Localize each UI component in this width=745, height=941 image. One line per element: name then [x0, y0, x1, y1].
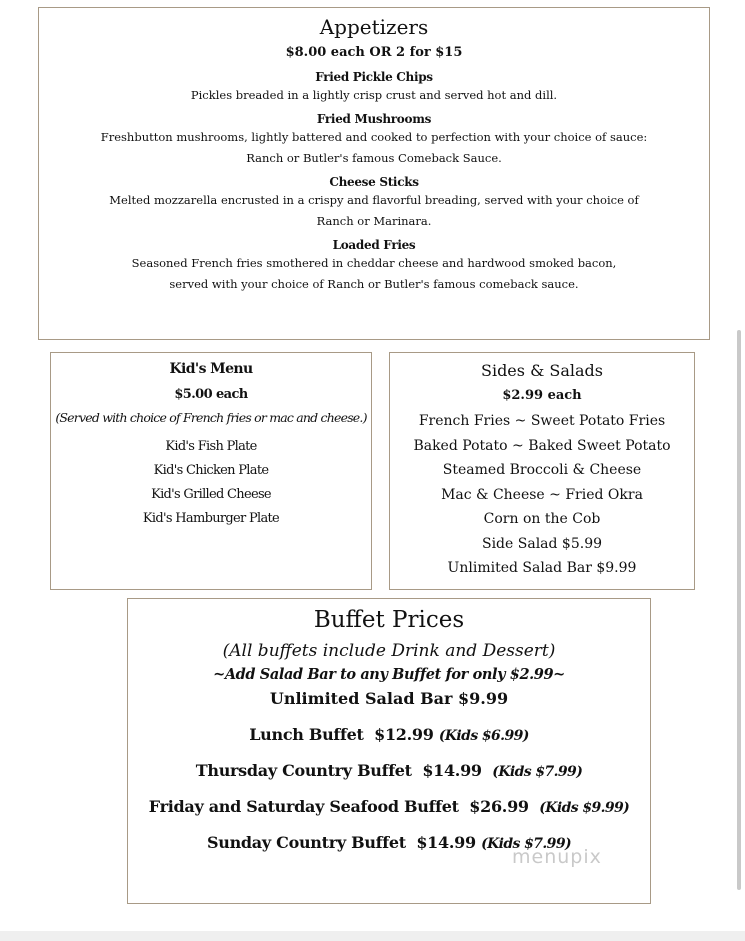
- buffet-name: Sunday Country Buffet: [207, 833, 406, 852]
- list-item: Kid's Hamburger Plate: [142, 511, 280, 526]
- buffet-title: Buffet Prices: [313, 607, 465, 633]
- list-item: Corn on the Cob: [483, 511, 601, 527]
- buffet-kids-price: (Kids $6.99): [438, 728, 529, 744]
- list-item: Unlimited Salad Bar $9.99: [447, 560, 637, 576]
- sides-salads-section: [389, 352, 695, 590]
- appetizer-desc: Melted mozzarella encrusted in a crispy and flavorful breading, served with your choice of: [109, 193, 639, 207]
- appetizer-name: Fried Pickle Chips: [315, 70, 433, 84]
- buffet-price: $26.99: [469, 797, 529, 816]
- vertical-scrollbar[interactable]: [737, 330, 741, 890]
- appetizer-desc: Ranch or Butler's famous Comeback Sauce.: [246, 151, 502, 165]
- list-item: Mac & Cheese ~ Fried Okra: [441, 486, 643, 503]
- appetizer-desc: served with your choice of Ranch or Butler's famous comeback sauce.: [169, 277, 579, 291]
- buffet-price: $12.99: [374, 725, 434, 744]
- sides-list: [390, 409, 694, 581]
- list-item: Side Salad $5.99: [481, 535, 603, 552]
- buffet-row: [128, 797, 650, 816]
- appetizers-title: Appetizers: [319, 15, 429, 39]
- appetizer-desc: Pickles breaded in a lightly crisp crust and served hot and dill.: [190, 88, 558, 102]
- kids-menu-section: [50, 352, 372, 590]
- kids-menu-note: (Served with choice of French fries or mac and cheese.): [55, 410, 367, 425]
- list-item: French Fries ~ Sweet Potato Fries: [418, 413, 666, 429]
- buffet-price: $14.99: [416, 833, 476, 852]
- buffet-name: Friday and Saturday Seafood Buffet: [148, 797, 459, 816]
- buffet-name: Thursday Country Buffet: [195, 761, 412, 780]
- appetizer-item: [39, 112, 709, 169]
- list-item: Kid's Grilled Cheese: [151, 487, 271, 502]
- sides-title: Sides & Salads: [480, 361, 604, 380]
- appetizers-price: $8.00 each OR 2 for $15: [285, 45, 463, 60]
- appetizer-item: [39, 238, 709, 295]
- buffet-salad-bar: Unlimited Salad Bar $9.99: [269, 689, 509, 708]
- kids-menu-price: $5.00 each: [174, 387, 248, 402]
- buffet-row: [128, 761, 650, 780]
- list-item: Baked Potato ~ Baked Sweet Potato: [413, 437, 671, 454]
- bottom-bar: [0, 931, 745, 941]
- buffet-kids-price: (Kids $7.99): [492, 764, 583, 780]
- appetizer-name: Fried Mushrooms: [316, 112, 432, 126]
- appetizer-name: Cheese Sticks: [329, 175, 419, 189]
- appetizer-desc: Ranch or Marinara.: [316, 214, 432, 228]
- appetizers-section: [38, 7, 710, 340]
- kids-menu-list: [51, 435, 371, 531]
- sides-price: $2.99 each: [502, 388, 582, 403]
- appetizer-desc: Freshbutton mushrooms, lightly battered and cooked to perfection with your choice of sauce:: [100, 130, 648, 144]
- buffet-price: $14.99: [422, 761, 482, 780]
- appetizer-item: [39, 70, 709, 106]
- buffet-addon: ~Add Salad Bar to any Buffet for only $2.99~: [213, 666, 565, 683]
- menupix-watermark: menupix: [512, 846, 602, 868]
- buffet-kids-price: (Kids $7.99): [481, 836, 571, 852]
- list-item: Kid's Fish Plate: [165, 439, 257, 454]
- appetizer-desc: Seasoned French fries smothered in cheddar cheese and hardwood smoked bacon,: [131, 256, 617, 270]
- buffet-kids-price: (Kids $9.99): [539, 800, 630, 816]
- buffet-name: Lunch Buffet: [249, 725, 364, 744]
- list-item: Kid's Chicken Plate: [153, 463, 269, 478]
- list-item: Steamed Broccoli & Cheese: [442, 462, 642, 478]
- buffet-row: [128, 725, 650, 744]
- appetizer-item: [39, 175, 709, 232]
- buffet-note: (All buffets include Drink and Dessert): [222, 641, 556, 661]
- kids-menu-title: Kid's Menu: [169, 361, 253, 377]
- appetizer-name: Loaded Fries: [332, 238, 416, 252]
